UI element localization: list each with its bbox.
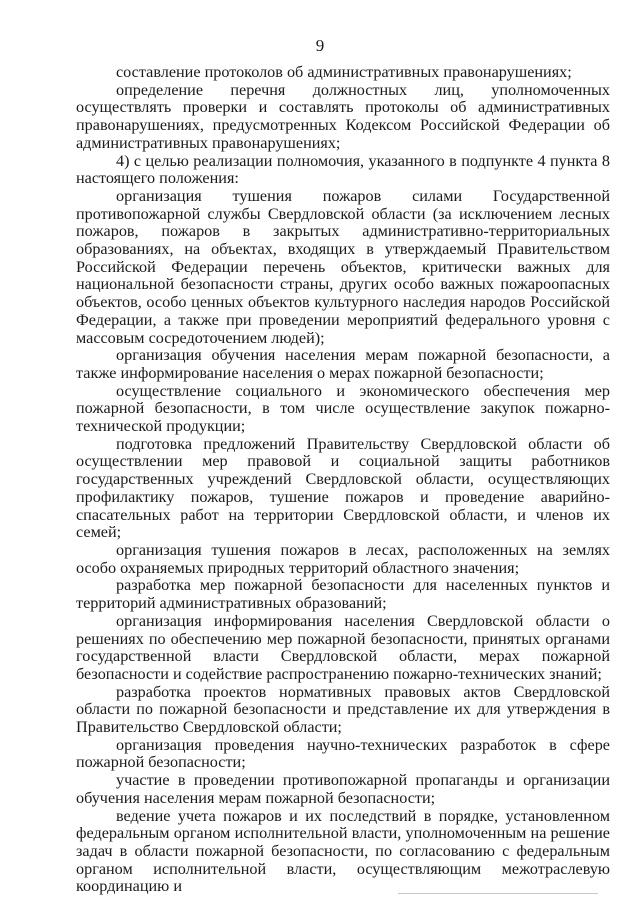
paragraph: организация проведения научно-технических разработок в сфере пожарной безопасности; [76,735,610,772]
paragraph: организация обучения населения мерам пожарной безопасности, а также информирование населения о мерах пожарной безопасности; [76,346,610,382]
paragraph: организация информирования населения Свердловской области о решениях по обеспечению мер пожарной безопасности, принятых органами государственной власти Свердловской области, мерах пожарной безопасности и содействие распространению пожарно-технических знаний; [76,611,610,683]
paragraph: осуществление социального и экономического обеспечения мер пожарной безопасности, в том числе осуществление закупок пожарно-технической продукции; [76,381,610,436]
paragraph: участие в проведении противопожарной пропаганды и организации обучения населения мерам пожарной безопасности; [76,771,610,807]
paragraph: организация тушения пожаров в лесах, расположенных на землях особо охраняемых природных территорий областного значения; [76,540,610,577]
document-body [76,64,610,896]
paragraph: составление протоколов об административных правонарушениях; [116,63,572,81]
paragraph: 4) с целью реализации полномочия, указанного в подпункте 4 пункта 8 настоящего положения: [76,151,610,188]
paragraph: разработка проектов нормативных правовых актов Свердловской области по пожарной безопасности и представление их для утверждения в Правительство Свердловской области; [76,682,610,737]
paragraph: подготовка предложений Правительству Свердловской области об осуществлении мер правовой и социальной защиты работников государственных учреждений Свердловской области, осуществляющих профилактику пожаров, тушение пожаров и проведение аварийно-спасательных работ на территории Свердловской области, и членов их семей; [76,434,610,542]
paragraph: разработка мер пожарной безопасности для населенных пунктов и территорий административных образований; [76,576,610,613]
paragraph: организация тушения пожаров силами Государственной противопожарной службы Свердловской области (за исключением лесных пожаров, пожаров в закрытых административно-территориальных образованиях, на объектах, входящих в утверждаемый Правительством Российской Федерации перечень объектов, критически важных для национальной безопасности страны, других особо важных пожароопасных объектов, особо ценных объектов культурного наследия народов Российской Федерации, а также при проведении мероприятий федерального уровня с массовым сосредоточением людей); [76,186,610,347]
page-number: 9 [315,36,325,55]
scan-artifact-line [398,893,598,894]
paragraph: определение перечня должностных лиц, уполномоченных осуществлять проверки и составлять протоколы об административных правонарушениях, предусмотренных Кодексом Российской Федерации об административных правонарушениях; [76,80,610,152]
paragraph: ведение учета пожаров и их последствий в порядке, установленном федеральным органом исполнительной власти, уполномоченным на решение задач в области пожарной безопасности, по согласованию с федеральным органом исполнительной власти, осуществляющим межотраслевую координацию и [76,806,610,896]
